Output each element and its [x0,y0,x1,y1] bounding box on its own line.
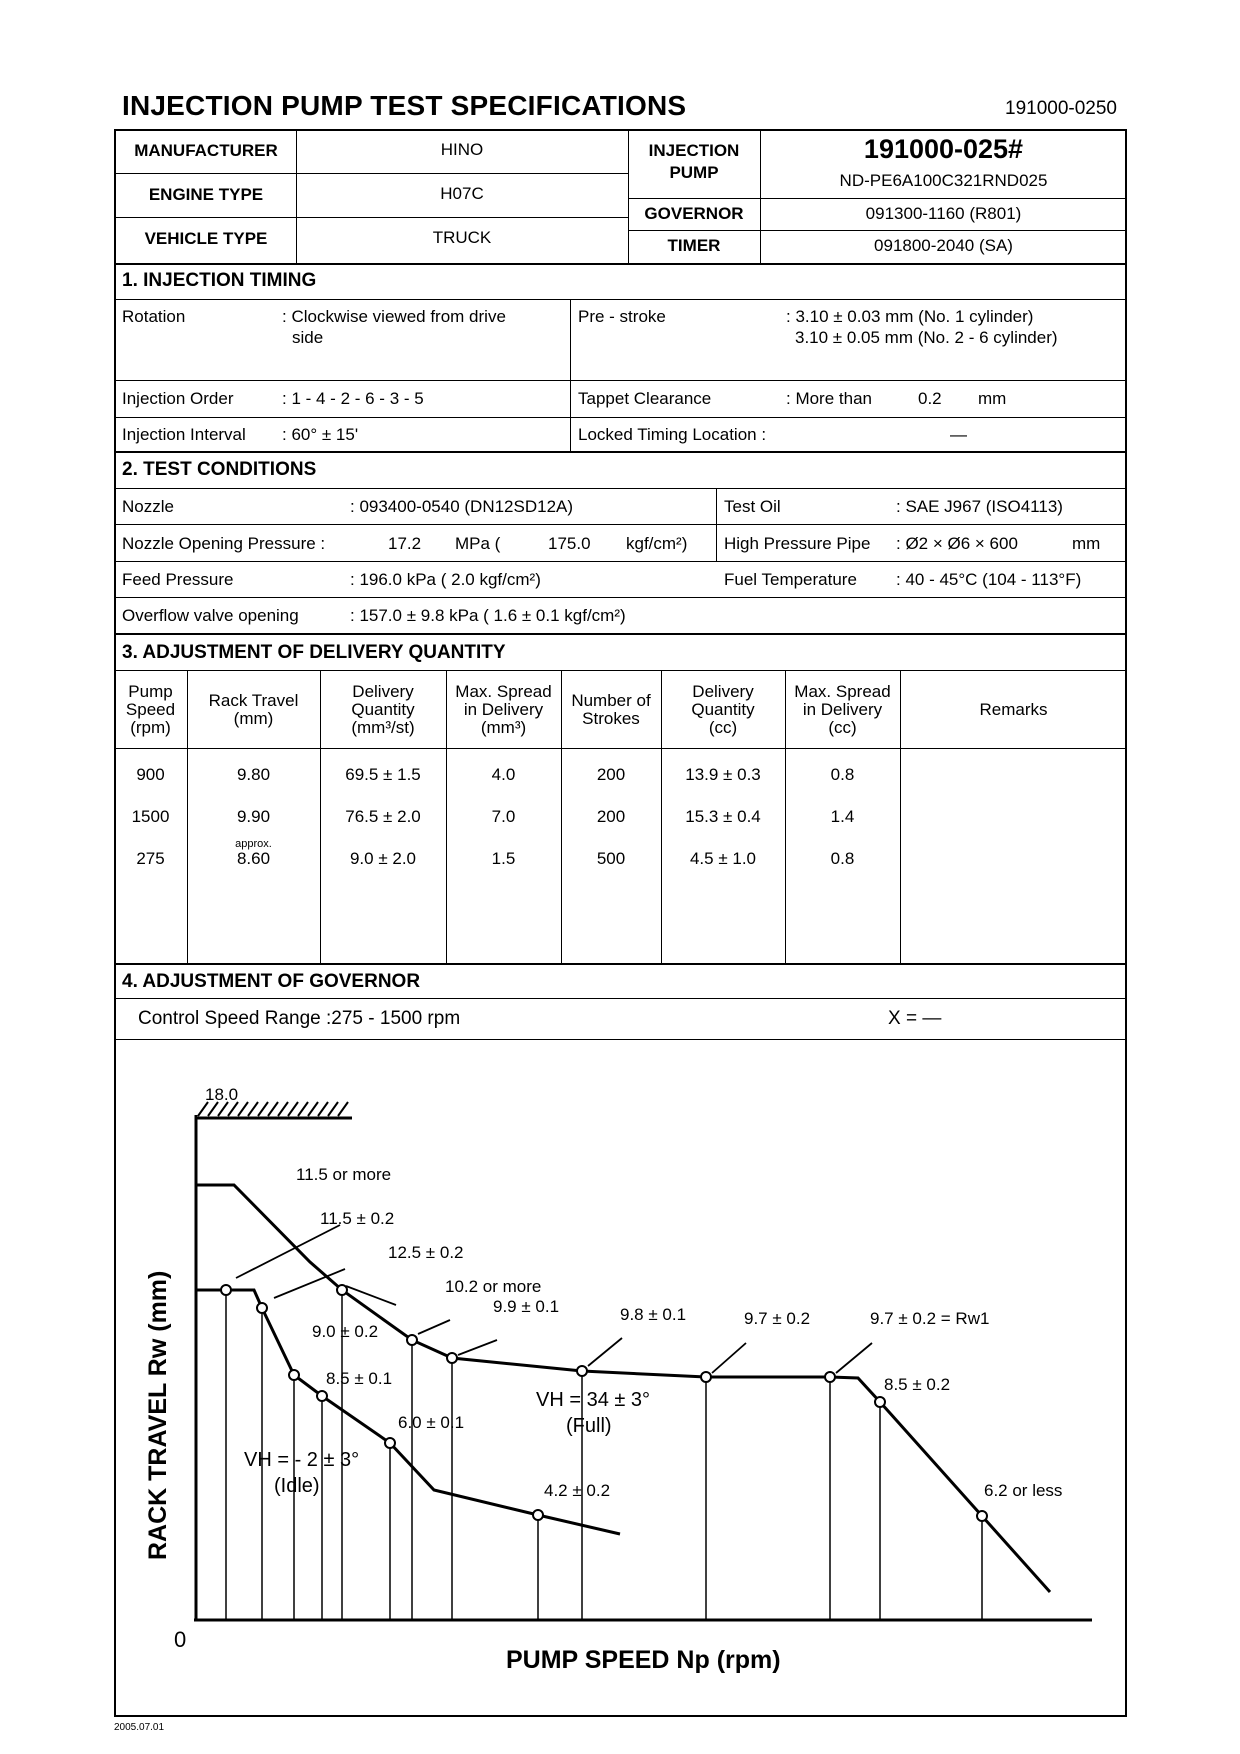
overflow-valve-label: Overflow valve opening [122,606,299,625]
nozzle-opening-pressure-mpa-unit: MPa ( [455,534,501,553]
label-11-5: 11.5 ± 0.2 [320,1209,395,1228]
vehicle-type-label: VEHICLE TYPE [144,229,268,248]
locked-timing-label: Locked Timing Location : [578,425,767,444]
cell-delivery-quantity: 76.5 ± 2.0 [345,807,421,826]
vh-idle-angle: VH = - 2 ± 3° [244,1449,360,1471]
governor-label: GOVERNOR [644,204,744,223]
prestroke-value-2: 3.10 ± 0.05 mm (No. 2 - 6 cylinder) [795,328,1058,347]
label-rw1: 9.7 ± 0.2 = Rw1 [870,1309,990,1328]
column-header-remarks: Remarks [979,700,1048,719]
rotation-label: Rotation [122,307,186,326]
timer-value: 091800-2040 (SA) [874,236,1013,255]
label-4-2: 4.2 ± 0.2 [544,1481,611,1500]
label-8-5-high: 8.5 ± 0.2 [884,1375,951,1394]
tappet-clearance-value: 0.2 [918,389,942,408]
label-9-9: 9.9 ± 0.1 [493,1297,560,1316]
footer-date: 2005.07.01 [114,1722,165,1733]
diagram-axes [194,1115,1092,1620]
label-6-2-or-less: 6.2 or less [984,1481,1063,1500]
cell-rack-travel: 9.90 [236,807,271,826]
prestroke-value-1: : 3.10 ± 0.03 mm (No. 1 cylinder) [786,307,1034,326]
approx-note: approx. [235,838,272,850]
high-pressure-pipe-label: High Pressure Pipe [724,534,871,553]
timer-label: TIMER [667,236,721,255]
rotation-value-2: side [292,328,324,347]
label-9-0: 9.0 ± 0.2 [312,1322,379,1341]
engine-type-value: H07C [440,184,484,203]
cell-delivery-cc: 13.9 ± 0.3 [685,765,761,784]
cell-strokes: 200 [596,807,626,826]
nozzle-opening-pressure-mpa: 17.2 [388,534,422,553]
label-8-5-idle: 8.5 ± 0.1 [326,1369,393,1388]
injection-pump-label: INJECTION [648,141,740,160]
engine-type-label: ENGINE TYPE [148,185,264,204]
tappet-clearance-unit: mm [978,389,1007,408]
high-pressure-pipe-unit: mm [1072,534,1101,553]
cell-max-spread: 4.0 [491,765,516,784]
cell-max-spread-cc: 1.4 [830,807,855,826]
nozzle-opening-pressure-label: Nozzle Opening Pressure : [122,534,326,553]
label-6-0: 6.0 ± 0.1 [398,1413,465,1432]
stopper-hatch [196,1102,352,1118]
document-number: 191000-0250 [1005,98,1117,119]
manufacturer-label: MANUFACTURER [134,141,278,160]
nozzle-value: : 093400-0540 (DN12SD12A) [350,497,574,516]
section-test-conditions: 2. TEST CONDITIONS [122,459,317,480]
tappet-clearance-prefix: : More than [786,389,872,408]
column-header-pump-speed: Pump Speed (rpm) [125,682,176,737]
locked-timing-value: — [950,425,967,444]
cell-pump-speed: 1500 [131,807,170,826]
nozzle-opening-pressure-kgf: 175.0 [548,534,591,553]
cell-delivery-cc: 15.3 ± 0.4 [685,807,761,826]
cell-max-spread: 1.5 [491,849,516,868]
feed-pressure-label: Feed Pressure [122,570,234,589]
top-limit-label: 18.0 [205,1085,239,1104]
governor-value: 091300-1160 (R801) [865,204,1022,223]
nozzle-label: Nozzle [122,497,174,516]
test-oil-value: : SAE J967 (ISO4113) [896,497,1063,516]
nozzle-opening-pressure-kgf-unit: kgf/cm²) [626,534,688,553]
origin-label: 0 [174,1627,187,1652]
pump-code: 191000-025# [863,134,1024,164]
label-10-2-or-more: 10.2 or more [445,1277,542,1296]
injection-interval-value: : 60° ± 15' [282,425,359,444]
manufacturer-value: HINO [440,140,484,159]
column-header-delivery-quantity-cc: Delivery Quantity (cc) [691,682,755,737]
label-9-7: 9.7 ± 0.2 [744,1309,811,1328]
cell-delivery-cc: 4.5 ± 1.0 [689,849,757,868]
document-title: INJECTION PUMP TEST SPECIFICATIONS [122,90,687,121]
vh-idle-label: (Idle) [274,1475,320,1497]
cell-rack-travel: 9.80 [236,765,271,784]
control-speed-range: Control Speed Range :275 - 1500 rpm [138,1008,461,1029]
feed-pressure-value: : 196.0 kPa ( 2.0 kgf/cm²) [350,570,541,589]
cell-pump-speed: 275 [136,849,165,868]
cell-delivery-quantity: 9.0 ± 2.0 [349,849,417,868]
overflow-valve-value: : 157.0 ± 9.8 kPa ( 1.6 ± 0.1 kgf/cm²) [350,606,626,625]
cell-pump-speed: 900 [136,765,165,784]
column-header-number-of-strokes: Number of Strokes [571,691,651,728]
section-delivery-quantity: 3. ADJUSTMENT OF DELIVERY QUANTITY [122,642,506,663]
cell-max-spread: 7.0 [491,807,516,826]
vh-full-angle: VH = 34 ± 3° [536,1389,651,1411]
label-12-5: 12.5 ± 0.2 [388,1243,464,1262]
cell-strokes: 200 [596,765,626,784]
test-oil-label: Test Oil [724,497,781,516]
fuel-temperature-value: : 40 - 45°C (104 - 113°F) [896,570,1082,589]
vehicle-type-value: TRUCK [432,228,492,247]
column-header-delivery-quantity-mm3: Delivery Quantity (mm³/st) [351,682,415,737]
injection-order-value: : 1 - 4 - 2 - 6 - 3 - 5 [282,389,424,408]
fuel-temperature-label: Fuel Temperature [724,570,857,589]
injection-order-label: Injection Order [122,389,234,408]
section-governor: 4. ADJUSTMENT OF GOVERNOR [122,971,421,992]
column-header-max-spread-mm3: Max. Spread in Delivery (mm³) [455,682,552,737]
cell-max-spread-cc: 0.8 [830,765,855,784]
high-pressure-pipe-value: : Ø2 × Ø6 × 600 [896,534,1018,553]
injection-interval-label: Injection Interval [122,425,246,444]
column-header-rack-travel: Rack Travel (mm) [208,691,299,728]
tappet-clearance-label: Tappet Clearance [578,389,712,408]
cell-delivery-quantity: 69.5 ± 1.5 [345,765,421,784]
column-header-max-spread-cc: Max. Spread in Delivery (cc) [794,682,891,737]
cell-strokes: 500 [596,849,626,868]
label-9-8: 9.8 ± 0.1 [620,1305,687,1324]
prestroke-label: Pre - stroke [578,307,666,326]
pump-model: ND-PE6A100C321RND025 [839,171,1048,190]
label-11-5-or-more: 11.5 or more [296,1165,392,1184]
y-axis-title: RACK TRAVEL Rw (mm) [144,1270,172,1560]
x-axis-title: PUMP SPEED Np (rpm) [506,1646,781,1674]
cell-rack-travel: 8.60 [236,849,271,868]
cell-max-spread-cc: 0.8 [830,849,855,868]
section-injection-timing: 1. INJECTION TIMING [122,270,317,291]
x-value: X = — [888,1008,942,1029]
vh-full-label: (Full) [566,1415,612,1437]
rotation-value: : Clockwise viewed from drive [282,307,506,326]
injection-pump-label-2: PUMP [669,163,719,182]
